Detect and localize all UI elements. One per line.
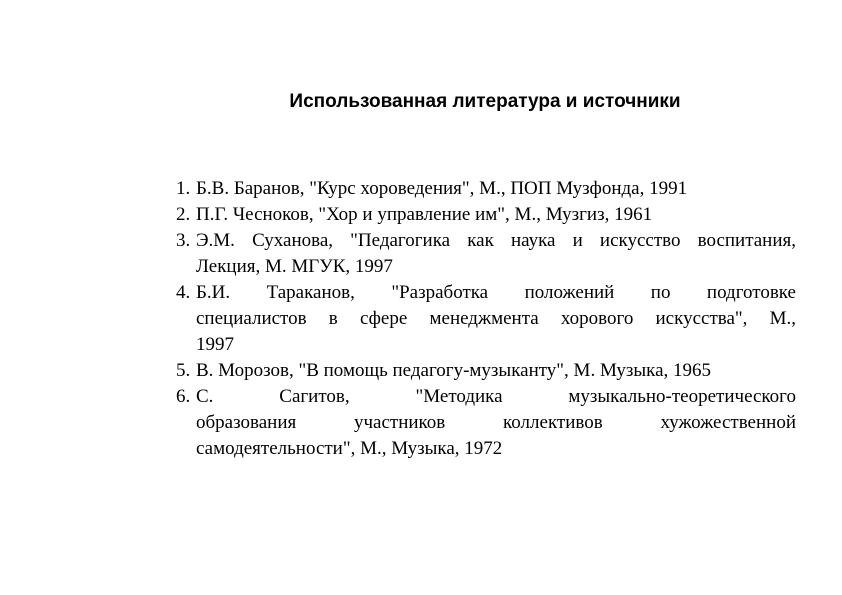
reference-line: Лекция, М. МГУК, 1997 (196, 256, 393, 277)
reference-text (196, 280, 796, 358)
reference-line: Б.И. Тараканов, "Разработка положений по подготовке (196, 282, 796, 303)
reference-line: специалистов в сфере менеджмента хорового искусства", М., (196, 308, 796, 329)
reference-item-2 (176, 202, 796, 228)
reference-line: 1997 (196, 334, 234, 355)
reference-line: Б.В. Баранов, "Курс хороведения", М., ПОП Музфонда, 1991 (196, 178, 688, 199)
reference-list (176, 176, 796, 462)
reference-text (196, 358, 796, 384)
reference-item-4 (176, 280, 796, 358)
reference-text (196, 202, 796, 228)
reference-line: самодеятельности", М., Музыка, 1972 (196, 438, 503, 459)
reference-line: С. Сагитов, "Методика музыкально-теоретического (196, 386, 796, 407)
reference-line: образования участников коллективов хужожественной (196, 412, 796, 433)
reference-number: 4. (176, 282, 191, 303)
page-title: Использованная литература и источники (289, 91, 681, 112)
reference-number: 2. (176, 204, 191, 225)
reference-item-6 (176, 384, 796, 462)
reference-number: 3. (176, 230, 191, 251)
reference-item-1 (176, 176, 796, 202)
reference-number: 6. (176, 386, 191, 407)
reference-line: П.Г. Чесноков, "Хор и управление им", М., Музгиз, 1961 (196, 204, 653, 225)
reference-text (196, 384, 796, 462)
reference-line: В. Морозов, "В помощь педагогу-музыканту", М. Музыка, 1965 (196, 360, 712, 381)
reference-text (196, 228, 796, 280)
reference-number: 5. (176, 360, 191, 381)
reference-item-5 (176, 358, 796, 384)
reference-line: Э.М. Суханова, "Педагогика как наука и искусство воспитания, (196, 230, 796, 251)
reference-number: 1. (176, 178, 191, 199)
reference-text (196, 176, 796, 202)
reference-item-3 (176, 228, 796, 280)
